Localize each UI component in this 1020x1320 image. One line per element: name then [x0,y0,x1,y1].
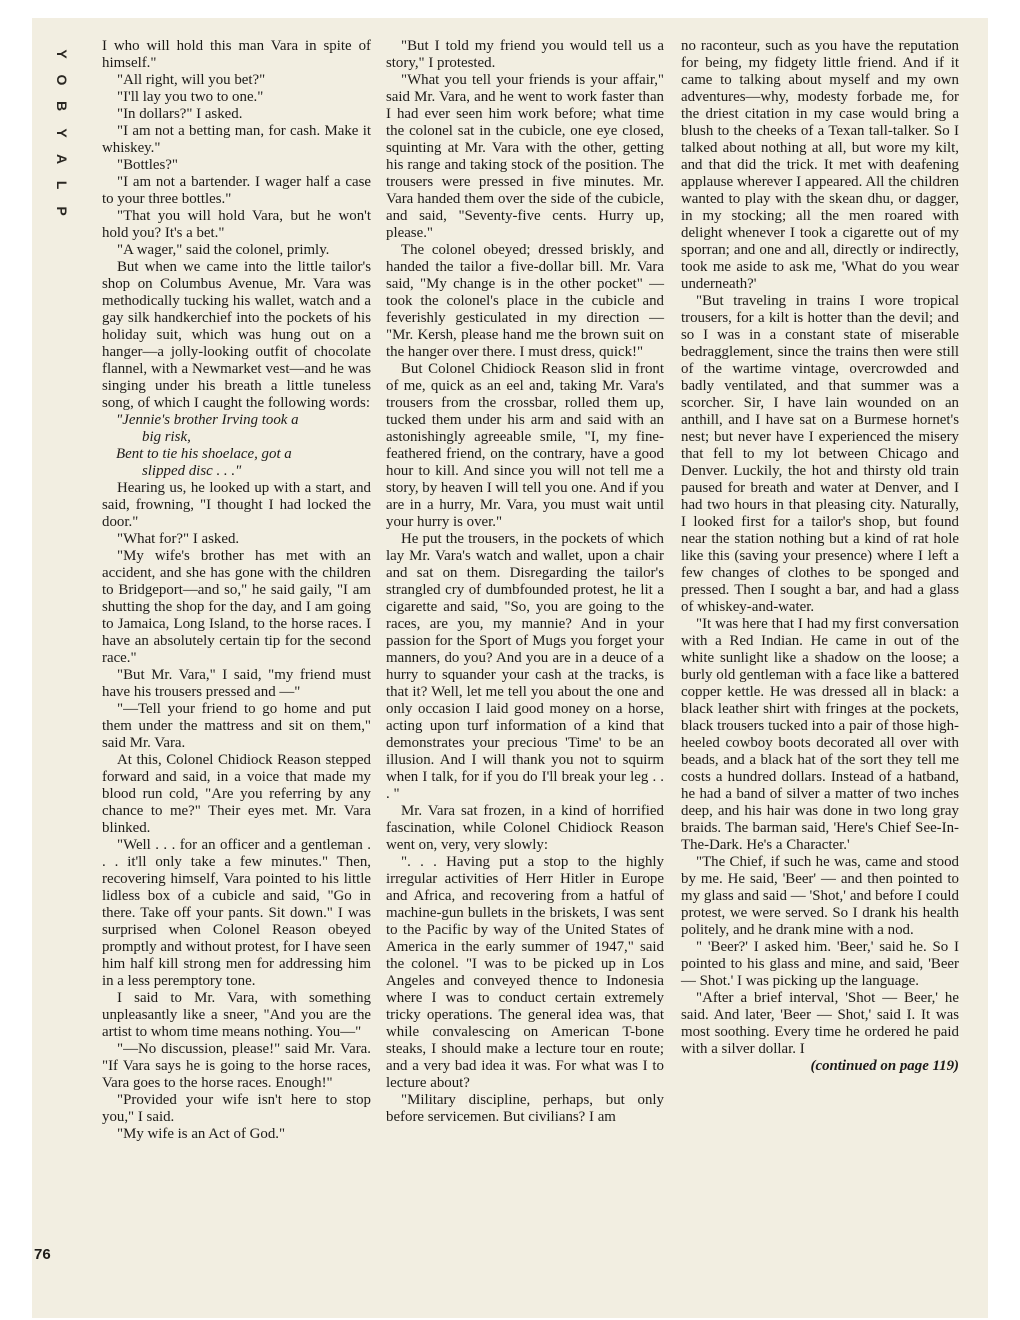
paragraph: "I am not a bartender. I wager half a case to your three bottles." [102,174,371,207]
paragraph: At this, Colonel Chidiock Reason stepped forward and said, in a voice that made my blood run cold, "Are you referring by any chance to me?" Their eyes met. Mr. Vara blinked. [102,752,371,836]
paragraph: "—No discussion, please!" said Mr. Vara. "If Vara says he is going to the horse races, Vara goes to the horse races. Enough!" [102,1041,371,1091]
paragraph: "What you tell your friends is your affair," said Mr. Vara, and he went to work faster than I had ever seen him work before; what time the colonel sat in the cubicle, one eye closed, squinting at Mr. Vara with the other, getting his range and taking stock of the position. The trousers were pressed in five minutes. Mr. Vara handed them over the side of the cubicle, and said, "Seventy-five cents. Hurry up, please." [386,72,664,241]
paragraph: "A wager," said the colonel, primly. [117,242,330,258]
paragraph: " 'Beer?' I asked him. 'Beer,' said he. So I pointed to his glass and mine, and said, 'Beer — Shot.' I was picking up the language. [681,939,959,989]
paragraph: Hearing us, he looked up with a start, and said, frowning, "I thought I had locked the door." [102,480,371,530]
magazine-title-vertical [47,46,77,226]
paragraph: I who will hold this man Vara in spite of himself." [102,38,371,71]
paragraph: "But I told my friend you would tell us a story," I protested. [386,38,664,71]
verse-line: big risk, [142,429,191,445]
title-letter: O [54,74,70,86]
paragraph: "My wife is an Act of God." [117,1126,286,1142]
continued-note: (continued on page 119) [810,1058,959,1074]
paragraph: "Military discipline, perhaps, but only before servicemen. But civilians? I am [386,1092,664,1125]
paragraph: "Well . . . for an officer and a gentleman . . . it'll only take a few minutes." Then, recovering himself, Vara pointed to his little lidless box of a cubicle and said, "Go in there. Take off your pants. Sit down." I was surprised when Colonel Reason obeyed promptly and without protest, for I have seen him half kill strong men for addressing him in a less peremptory tone. [102,837,371,989]
verse-line: "Jennie's brother Irving took a [116,412,299,428]
title-letter: Y [54,128,70,138]
verse-line: Bent to tie his shoelace, got a [116,446,292,462]
title-letter: P [54,206,70,216]
verse-block [116,412,371,480]
paragraph: "I'll lay you two to one." [117,89,264,105]
paragraph: The colonel obeyed; dressed briskly, and handed the tailor a five-dollar bill. Mr. Vara said, "My change is in the other pocket" — took the colonel's place in the cubicle and feverishly gesticulated in my direction — "Mr. Kersh, please hand me the brown suit on the hanger over there. I must dress, quick!" [386,242,664,360]
paragraph: "Provided your wife isn't here to stop you," I said. [102,1092,371,1125]
paragraph: "—Tell your friend to go home and put them under the mattress and sit on them," said Mr. Vara. [102,701,371,751]
paragraph: "In dollars?" I asked. [117,106,243,122]
paragraph: "It was here that I had my first conversation with a Red Indian. He came in out of the white sunlight like a shadow on the loose; a burly old gentleman with a face like a battered copper kettle. He was dressed all in black: a black leather shirt with fringes at the pockets, black trousers tucked into a pair of those high-heeled cowboy boots decorated all over with beads, and a black hat of the sort they tell me costs a hundred dollars. Instead of a hatband, he had a band of silver a matter of two inches deep, and his hair was done in two long gray braids. The barman said, 'Here's Chief See-In-The-Dark. He's a Character.' [681,616,959,853]
paragraph: "After a brief interval, 'Shot — Beer,' he said. And later, 'Beer — Shot,' said I. It was most soothing. Every time he ordered he paid with a silver dollar. I [681,990,959,1057]
paragraph: "My wife's brother has met with an accident, and she has gone with the children to Bridgeport—and so," he said gaily, "I am shutting the shop for the day, and I am going to Jamaica, Long Island, to the horse races. I have an absolutely certain tip for the second race." [102,548,371,666]
paragraph: "The Chief, if such he was, came and stood by me. He said, 'Beer' — and then pointed to my glass and said — 'Shot,' and before I could protest, we were served. So I drank his health politely, and he drank mine with a nod. [681,854,959,938]
paragraph: "I am not a betting man, for cash. Make it whiskey." [102,123,371,156]
paragraph: ". . . Having put a stop to the highly irregular activities of Herr Hitler in Europe and Africa, and recovering from a hatful of machine-gun bullets in the briskets, I was sent to the Pacific by way of the United States of America in the early summer of 1947," said the colonel. "I was to be picked up in Los Angeles and conveyed thence to Indonesia where I was to conduct certain extremely tricky operations. The general idea was, that while convalescing on American T-bone steaks, I should make a lecture tour en route; and a very bad idea it was. For what was I to lecture about? [386,854,664,1091]
text-column-2 [386,38,664,1126]
paragraph: "All right, will you bet?" [117,72,266,88]
paragraph: But when we came into the little tailor's shop on Columbus Avenue, Mr. Vara was methodically tucking his wallet, watch and a gay silk handkerchief into the pockets of his holiday suit, which was hung out on a hanger—a jolly-looking outfit of chocolate flannel, with a Newmarket vest—and he was singing under his breath a little tuneless song, of which I caught the following words: [102,259,371,411]
paragraph: "But Mr. Vara," I said, "my friend must have his trousers pressed and —" [102,667,371,700]
paragraph: "That you will hold Vara, but he won't hold you? It's a bet." [102,208,371,241]
magazine-page [32,18,988,1318]
title-letter: L [54,180,70,190]
text-column-1 [102,38,371,1143]
text-column-3 [681,38,959,1075]
paragraph: no raconteur, such as you have the reputation for being, my fidgety little friend. And if it came to talking about myself and my own adventures—why, modesty forbade me, for the driest citation in my case would bring a blush to the cheeks of a Texan tall-talker. So I talked about nothing at all, but wore my kilt, and that did the trick. It met with deafening applause wherever I appeared. All the children wanted to play with the skean dhu, or dagger, in my stocking; all the men roared with delight whenever I took a cigarette out of my sporran; and one and all, directly or indirectly, took me aside to ask me, 'What do you wear underneath?' [681,38,959,292]
title-letter: B [54,100,70,112]
paragraph: Mr. Vara sat frozen, in a kind of horrified fascination, while Colonel Chidiock Reason went on, very, very slowly: [386,803,664,853]
paragraph: I said to Mr. Vara, with something unpleasantly like a sneer, "And you are the artist to whom time means nothing. You—" [102,990,371,1040]
paragraph: "Bottles?" [117,157,178,173]
paragraph: But Colonel Chidiock Reason slid in front of me, quick as an eel and, taking Mr. Vara's trousers from the crossbar, rolled them up, tucked them under his arm and said with an astonishingly agreeable smile, "I, my fine-feathered friend, on the contrary, have a good hour to kill. And since you will not tell me a story, by heaven I will tell you one. And if you are in a hurry, Mr. Vara, you must wait until your hurry is over." [386,361,664,530]
page-number: 76 [34,1246,51,1263]
verse-line: slipped disc . . ." [142,463,242,479]
title-letter: Y [54,49,70,59]
title-letter: A [54,153,70,165]
paragraph: He put the trousers, in the pockets of which lay Mr. Vara's watch and wallet, upon a chair and sat on them. Disregarding the tailor's strangled cry of dumbfounded protest, he lit a cigarette and said, "So, you are going to the races, are you, my mannie? And in your passion for the Sport of Mugs you forget your manners, do you? And you are in a deuce of a hurry to squander your cash at the tracks, is that it? Well, let me tell you about the one and only occasion I laid good money on a horse, acting upon turf information of a kind that demonstrates your precious 'Time' to be an illusion. And I will thank you not to squirm when I talk, for if you do I'll break your leg . . . " [386,531,664,802]
paragraph: "But traveling in trains I wore tropical trousers, for a kilt is hotter than the devil; and so I was in a constant state of miserable bedragglement, since the trains then were still of the wartime vintage, overcrowded and badly ventilated, and that summer was a scorcher. Sir, I have lain wounded on an anthill, and I have sat on a Burmese hornet's nest; but never have I experienced the misery that fell to my lot between Chicago and Denver. Luckily, the hot and thirsty old train paused for breath and water at Denver, and I had two hours in that pleasing city. Naturally, I looked first for a tailor's shop, but found near the station nothing but a kind of rat hole like this (saving your presence) where I left a few changes of clothes to be sponged and pressed. Then I sought a bar, and had a glass of whiskey-and-water. [681,293,959,615]
paragraph: "What for?" I asked. [117,531,240,547]
